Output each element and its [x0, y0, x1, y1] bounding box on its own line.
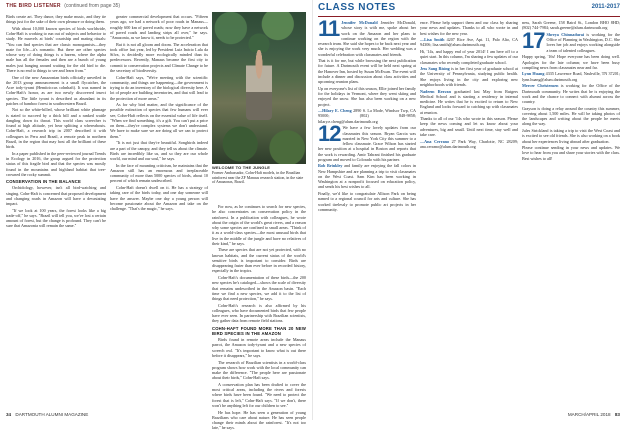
article-paragraph: Cohn-Haft doesn't dwell on it. He has a strategy of taking care of the birds today, and one day someone will have the answer. Maybe one day a young person will become passionate about the Amazon and take on the challenge. "That's the magic," he says.: [110, 185, 208, 212]
class-note-entry: [420, 20, 518, 36]
class-note-entry: [318, 16, 416, 57]
class-note-entry: [522, 27, 620, 53]
article-paragraph: Orchidology, however, isn't all bird-watching and singing. Cohn-Haft is concerned that proposed development and changing roads in Amazon will have a devastating impact.: [6, 185, 106, 207]
class-note-entry: [522, 54, 620, 70]
section-subhead: COHN-HAFT FOUND MORE THAN 20 NEW BIRD SPECIES IN THE AMAZON: [212, 325, 306, 336]
left-page-number: 34: [6, 412, 12, 417]
class-year-number: 17: [522, 27, 545, 53]
class-note-entry: [318, 191, 416, 212]
class-note-entry: [318, 108, 416, 124]
class-note-entry: [318, 163, 416, 189]
classmate-name: —Lisa Smith: [420, 37, 445, 43]
class-note-entry: [420, 116, 518, 137]
right-column-2: [420, 20, 518, 406]
class-note-entry: [318, 58, 416, 84]
note-text: 4207 Rice Ave, Apt. 11, Palo Alto, CA 94306; lisa.smith@alum.dartmouth.org: [420, 37, 518, 48]
class-note-entry: [318, 86, 416, 107]
article-paragraph: In the face of mounting criticism, he maintains that the Amazon still has an enormous and irreplaceable community of more than 5000 species of birds, about 10 percent of which remain undescribed.: [110, 162, 208, 184]
note-text: Happy spring, '16s! Hope everyone has been doing well. Apologies for the late column; we have been busy compiling news from classmates near and far.: [522, 54, 620, 70]
note-text: is in her first year of graduate school at the University of Pennsylvania, studying public health. She enjoys living in the city and exploring new neighborhoods with friends.: [420, 66, 518, 87]
note-text: is working for the Office of the Dartmouth community. He writes that he is enjoying the work and the chance to connect with alumni across the country.: [522, 83, 620, 105]
class-note-entry: [522, 83, 620, 104]
note-text: 2890 S. La Mode, Windsor Twp, CA 95000; (802) 848-9858; hilary.e.cheng@alum.dartmouth.org: [318, 108, 416, 124]
class-note-entry: [420, 89, 518, 115]
article-paragraph: Cohn-Haft's documentation of these birds—the 200 new species he's cataloged—shows the scale of diversity that remains undescribed in the Amazon basin. "Each time we find a new species, we add it to the list of things that need protection," he says.: [212, 275, 306, 302]
article-paragraph: As for why bird matter, and the significance of the possible extinction of species that few humans will ever see, Cohn-Haft reflects on the essential value of life itself. "When we find something, it's a gift. You can't put a price on them—they're complex systems we don't understand. We have to make sure we are doing all we can to protect them.": [110, 102, 208, 139]
class-note-entry: [420, 49, 518, 65]
note-text: 4335 Lawrence Road, Nashville, TN 37201; lynn.huang@alum.dartmouth.org: [522, 71, 620, 82]
photo-caption: [212, 166, 306, 202]
class-years: 2011-2017: [591, 4, 620, 10]
class-note-entry: [522, 128, 620, 144]
researcher-figure: [246, 50, 272, 120]
left-column-1: [6, 14, 106, 406]
class-note-entry: [318, 121, 416, 162]
left-footer: [6, 412, 88, 417]
section-title: THE BIRD LISTENER: [6, 3, 61, 9]
note-text: 27 Park Way, Charlotte, NC 28209; ana.cerrano@alum.dartmouth.org: [420, 138, 518, 149]
class-year-number: 12: [318, 121, 341, 147]
note-text: Up on everyone's list of this season, Ellie joined her family for the holidays in Vermont, where they went skiing and enjoyed the snow. She has also been working on a new project.: [318, 85, 416, 107]
class-year-number: 11: [318, 16, 340, 41]
note-text: Hi, '14s, and happy end of year 2014! I am here off to a quiet start. In this column, I'm sharing a few updates of our classmates who recently completed graduate school.: [420, 49, 518, 65]
classmate-name: Jess Sang Rising: [420, 66, 450, 72]
article-paragraph: These are species that are not yet protected, with no known habitats, and the current status of the world's sensitive birds is important to consider. Birds are disappearing faster than ever before in recorded history, especially in the tropics.: [212, 247, 306, 274]
note-text: Jules Strickland is taking a trip to visit the West Coast and is excited to see old friends. She is also working on a book about her experiences living abroad after graduation.: [522, 128, 620, 144]
class-note-entry: [522, 145, 620, 161]
note-text: Grayson is doing a relay around the country this summer, covering about 1,500 miles. He will be taking photos of the landscapes and writing about the people he meets along the way.: [522, 105, 620, 127]
article-paragraph: Cohn-Haft's research is also affirmed by his colleagues, who have documented birds that few people have ever seen. In partnership with Brazilian scientists, they gather data from remote field stations.: [212, 302, 306, 324]
caption-text: Former Ambassador, Cohn-Haft models, in the Brazilian rainforest near the ZF Manaus research station, in the state of Amazonas, Brazil.: [212, 170, 304, 185]
note-text: and family are enjoying the fall colors in New Hampshire and are planning a trip to visit classmates on the West Coast. Sam Kim has been working in Washington at a nonprofit focused on education policy, and sends his best wishes to all.: [318, 163, 416, 190]
note-text: Please continue sending in your news and updates. We love to hear from you and share your stories with the class. Best wishes to all!: [522, 145, 620, 161]
class-note-entry: [420, 66, 518, 87]
note-text: graduated last May from Rutgers Medical School and is starting a residency in internal medicine. He writes that he is excited to return to New England and looks forward to catching up with classmates at reunion.: [420, 88, 519, 115]
article-paragraph: A conservation plan has been drafted to cover the most critical areas, including the rivers and forests where birds have been found. "We need to protect the forest that is left," Cohn-Haft says. "If we don't, there won't be anything left for our children to see.": [212, 381, 306, 408]
right-column-3: [522, 20, 620, 406]
left-column-3: [212, 204, 306, 431]
article-paragraph: One of the new Amazonian birds officially unveiled in the 2013 group announcement is a small flycatcher, the Acre tody-tyrant (Hemitriccus cohnhaft). It was named in Cohn-Haft's honor, as are two newly discovered insect species. The little tyrant is described as abundant in its patches of bamboo forest in southwestern Brazil.: [6, 74, 106, 106]
classmate-name: Lynn Huang: [522, 71, 545, 77]
classmate-name: Jennifer McDonald: [341, 20, 378, 25]
caption-title: WELCOME TO THE JUNGLE: [212, 165, 271, 170]
article-paragraph: In a paper published in the peer-reviewed journal Trends in Ecology in 2016, the group argued for the protection status of this fragile bird and that the species was mostly found in the mountains and highland habitat that tree-crowned the rocky summit.: [6, 150, 106, 177]
page-gutter: [312, 0, 313, 420]
class-note-entry: [522, 20, 620, 31]
note-text: Finally, we'd like to congratulate Allison Park on being named to a regional council for arts and culture. She has worked tirelessly to promote public art projects in her community.: [318, 191, 416, 212]
article-paragraph: With about 10,000 known species of birds worldwide, Cohn-Haft is working to run out of subjects and behavior to study. He marvels at birds' courtship and mating rituals: "You can find species that are classic monogamists—they mate for life—it's romantic. But there are other species whose way of doing things is a harem, where the alpha male has all the females and then are a bunch of young males just hanging around waiting for the old bird to die. There is no end to things to see and learn from.": [6, 25, 106, 73]
classmate-name: Rob Brinkley: [318, 163, 343, 169]
article-paragraph: Birds create art. They dance, they make music, and they tie things just for the sake of their own pleasure or doing them.: [6, 14, 106, 25]
issue-date: MARCH/APRIL 2018: [567, 412, 611, 417]
article-paragraph: Cohn-Haft says, "We're meeting with the scientific community, and things are happening—the government is trying to do an inventory of the biological diversity here. A lot of people are building inventories, and that will lead to the protection of more areas.": [110, 74, 208, 101]
article-paragraph: "It is not just that they're beautiful. Songbirds indeed are a part of the canopy, and they tell us about the climate. Birds are incredibly like us, and so they are our whole world, our mind and our soul," he says.: [110, 140, 208, 162]
right-page-number: 83: [614, 412, 620, 417]
article-paragraph: But it is not all gloom and doom. The acceleration that took office last year, led by President Luiz Inácio Lula da Silva, is decidedly more ecologically minded than its predecessors. Recently, Manaus became the first city to commit to conservation projects and Climate Change to be the secretary of biodiversity.: [110, 41, 208, 73]
foliage-graphic: [212, 12, 306, 52]
classmate-name: —Hilary E. Cheng: [318, 108, 352, 114]
article-paragraph: greater commercial development that occurs. "Fifteen years ago, we had a network of poor roads in Manaus—roughly 600 km of paved roads; now they have a network of paved roads and landing strips all over," he says. "Amazonia, as we know it, needs to be protected.": [110, 14, 208, 40]
note-text: ence. Please help support them and our class by sharing your news and updates. Thanks to all who wrote in and best wishes for the new year.: [420, 20, 518, 36]
note-text: That is it for me, but while browsing the next publication for future. A Dartmouth event will be held next spring at the Hanover Inn, hosted by Susan McEwan. The event will include a dinner and discussion about class activities and upcoming reunion plans.: [318, 58, 416, 85]
rainforest-photo: [212, 12, 306, 164]
article-paragraph: The research of Brazilian scientists in a world-class program shows how work with the local community can make the difference. "The people here are passionate about their birds," Cohn-Haft says.: [212, 359, 306, 381]
classmate-name: Nadeem Rezvan: [420, 88, 451, 94]
foliage-graphic: [212, 124, 306, 164]
note-text: Jennifer McDonald, whose story is with me, spoke about her work on the Amazon and her plans to continue working on the region with the research team. She said she hopes to be back next year and she is enjoying the work very much. Her wedding was a wonderful celebration with classmates and friends.: [318, 20, 416, 57]
class-note-entry: [420, 139, 518, 150]
right-footer: [568, 412, 620, 417]
classmate-name: Shreya Chinnadurai: [546, 31, 584, 37]
section-subhead: CONSERVATION IN THE BALANCE: [6, 179, 81, 185]
right-column-1: [318, 16, 416, 406]
class-notes-title: CLASS NOTES: [318, 2, 396, 13]
article-paragraph: Not so the white-billed, whose brilliant white plumage is stated to succeed by a thick bill and a ranked wattle dangling down its throat. This world class screecher is found at high altitude, yet hear splitting a whereabouts. Cohn-Haft, a research trip in 2007 described it with colleagues in Peru and Brazil, a remote peak in northern Brazil, in the region that may host all the brilliant of these birds.: [6, 107, 106, 150]
note-text: ness, Sarah Greene, 158 Baird St., London BHO 8HD; (802) 744-7984; sarah.greene@alum.dartmouth.org: [522, 20, 620, 31]
classmate-name: Mercer Christensen: [522, 83, 559, 89]
class-note-entry: [522, 106, 620, 127]
note-text: We have a few lovely updates from our classmates this season. Bryan Garcia was married in New York City this summer to a fellow classmate. Grace Wilson has started her new position at a hospital in Boston and reports that the work is rewarding. Amir Tahrani finished his graduate program and moved to Colorado with his partner.: [318, 125, 416, 162]
article-paragraph: For now, as he continues to search for new species, he also concentrates on conservation policy in the rainforest. In a publication with colleagues, he wrote about the origin of the world's great rivers, and a reason why some species are confined to small areas. "Think of it as a world-class species—the most unusual birds that live in the middle of the jungle and have no relatives of their kind," he says.: [212, 204, 306, 246]
class-note-entry: [522, 71, 620, 82]
article-paragraph: He has hope. He has seen a generation of young Brazilians who care about nature. He has seen people change their minds about the rainforest. "It's not too late," he says.: [212, 409, 306, 431]
note-text: is working for the Office of Planning in Washington, D.C. She loves her job and enjoys working alongside a team of talented colleagues.: [546, 31, 620, 53]
right-page-header: [318, 2, 620, 17]
classmate-name: —Ana Cerrano: [420, 138, 450, 144]
left-column-2: [110, 14, 208, 406]
continued-note: (continued from page 35): [64, 3, 121, 9]
class-note-entry: [420, 37, 518, 48]
article-paragraph: Birds found in remote areas include the Manaus parrot, the Amazon tody-tyrant and a new species of screech owl. "It's important to know what is out there before it disappears," he says.: [212, 337, 306, 358]
note-text: Thanks to all of our '14s who wrote in this season. Please keep the news coming and let us know about your adventures, big and small. Until next time, stay well and take care.: [420, 116, 518, 137]
magazine-name: DARTMOUTH ALUMNI MAGAZINE: [15, 412, 89, 417]
article-paragraph: "If we look at 100 years, the forest looks like a big trade-off," he says. "Brazil will tell you, we've lost a certain amount of forest, but the change is profound. They can't be sure that Amazonia will remain the same.": [6, 207, 106, 229]
